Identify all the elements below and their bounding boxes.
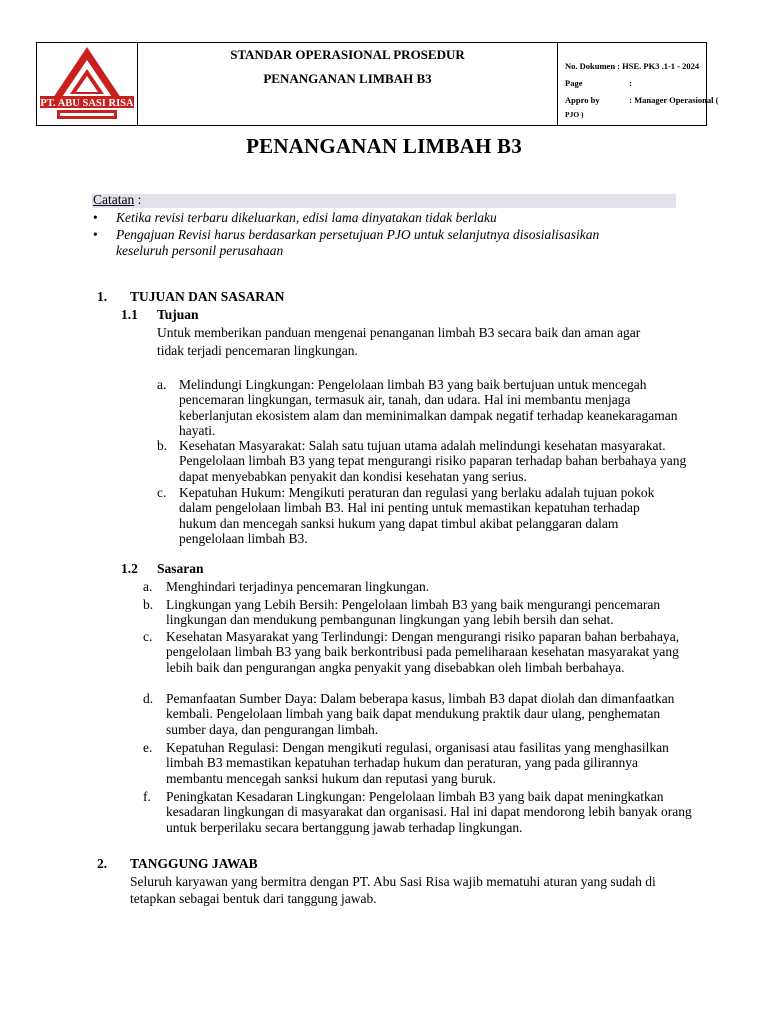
logo-text: PT. ABU SASI RISA <box>40 98 134 109</box>
sasaran-item-text: Pemanfaatan Sumber Daya: Dalam beberapa kasus, limbah B3 dapat diolah dan dimanfaatkan kembali. Pengelolaan limbah yang baik dapat mendukung praktik daur ulang, penghematan sumber daya, dan pengurangan limbah. <box>166 691 675 737</box>
note-bullet-text: Ketika revisi terbaru dikeluarkan, edisi lama dinyatakan tidak berlaku <box>116 210 497 225</box>
note-bullet-text: Pengajuan Revisi harus berdasarkan persetujuan PJO untuk selanjutnya disosialisasikan keseluruh personil perusahaan <box>116 227 600 258</box>
page-row <box>565 78 632 88</box>
doc-number-label: No. Dokumen : <box>565 61 621 71</box>
approved-by-value-2: PJO ) <box>565 110 584 119</box>
sop-title: STANDAR OPERASIONAL PROSEDUR <box>230 47 465 62</box>
sasaran-item-letter: d. <box>143 691 154 706</box>
tujuan-intro-line: tidak terjadi pencemaran lingkungan. <box>157 343 358 358</box>
tujuan-item-text: Melindungi Lingkungan: Pengelolaan limbah B3 yang baik bertujuan untuk mencegah pencemaran lingkungan, termasuk air, tanah, dan udara. Hal ini membantu menjaga keberlanjutan ekosistem alam dan meminimalkan dampak negatif terhadap keanekaragaman hayati. <box>179 377 678 439</box>
sasaran-item-letter: b. <box>143 597 154 612</box>
tujuan-item-text: Kesehatan Masyarakat: Salah satu tujuan utama adalah melindungi kesehatan masyarakat. Pengelolaan limbah B3 yang tepat mengurangi risiko paparan terhadap bahan berbahaya yang dapat menyebabkan penyakit dan kondisi kesehatan yang serius. <box>179 438 687 484</box>
tujuan-item-letter: a. <box>157 377 167 392</box>
sasaran-item-letter: a. <box>143 579 153 594</box>
header-title-cell <box>138 43 558 125</box>
sasaran-item-letter: c. <box>143 629 153 644</box>
doc-number-row <box>565 61 699 71</box>
tanggung-jawab-line: Seluruh karyawan yang bermitra dengan PT. Abu Sasi Risa wajib mematuhi aturan yang sudah di <box>130 874 656 889</box>
sasaran-item-text: Kesehatan Masyarakat yang Terlindungi: Dengan mengurangi risiko paparan bahan berbahaya, pengelolaan limbah B3 yang baik berkontribusi pada pemeliharaan kesehatan masyarakat yang lebih baik dan pengurangan angka penyakit yang disebabkan oleh limbah berbahaya. <box>166 629 680 675</box>
subsection-1-2-title: Sasaran <box>157 561 204 576</box>
note-label: Catatan <box>93 192 135 207</box>
sasaran-item-text: Lingkungan yang Lebih Bersih: Pengelolaan limbah B3 yang baik mengurangi pencemaran lingkungan dan mendukung pembangunan lingkungan yang lebih bersih dan sehat. <box>166 597 661 628</box>
bullet-icon: • <box>93 227 98 242</box>
sasaran-item-text: Menghindari terjadinya pencemaran lingkungan. <box>166 579 430 594</box>
tujuan-item-text: Kepatuhan Hukum: Mengikuti peraturan dan regulasi yang berlaku adalah tujuan pokok dalam pengelolaan limbah B3. Hal ini penting untuk memastikan kepatuhan terhadap hukum dan mencegah sanksi hukum yang dapat timbul akibat pelanggaran dalam pengelolaan limbah B3. <box>179 485 655 547</box>
subsection-1-1-number: 1.1 <box>121 307 138 322</box>
warning-triangle-icon <box>51 47 123 101</box>
tujuan-item-letter: b. <box>157 438 168 453</box>
approved-by-label: Appro by <box>565 95 600 105</box>
subsection-1-2-number: 1.2 <box>121 561 138 576</box>
section-1-title: TUJUAN DAN SASARAN <box>130 289 285 304</box>
sop-subtitle: PENANGANAN LIMBAH B3 <box>263 71 432 86</box>
page-label: Page <box>565 78 583 88</box>
section-2-number: 2. <box>97 856 108 871</box>
note-label-suffix: : <box>134 192 142 207</box>
logo-cell <box>37 43 138 125</box>
company-logo <box>37 43 137 125</box>
sasaran-item-letter: f. <box>143 789 151 804</box>
note-heading <box>93 192 141 208</box>
tujuan-intro-line: Untuk memberikan panduan mengenai penanganan limbah B3 secara baik dan aman agar <box>157 325 641 340</box>
tanggung-jawab-line: tetapkan sebagai bentuk dari tanggung jawab. <box>130 891 377 906</box>
sasaran-item-letter: e. <box>143 740 153 755</box>
tujuan-item-letter: c. <box>157 485 167 500</box>
sasaran-item-text: Kepatuhan Regulasi: Dengan mengikuti regulasi, organisasi atau fasilitas yang menghasilkan limbah B3 memastikan kepatuhan terhadap hukum dan peraturan, yang pada gilirannya membantu mencegah sanksi hukum dan reputasi yang buruk. <box>166 740 669 786</box>
sasaran-item-text: Peningkatan Kesadaran Lingkungan: Pengelolaan limbah B3 yang baik dapat meningkatkan kesadaran lingkungan di masyarakat dan organisasi. Hal ini dapat mendorong lebih banyak orang untuk berperilaku secara bertanggung jawab terhadap lingkungan. <box>166 789 692 835</box>
bullet-icon: • <box>93 210 98 225</box>
approved-by-value: : Manager Operasional ( <box>629 95 719 105</box>
page-value: : <box>629 78 632 88</box>
document-title: PENANGANAN LIMBAH B3 <box>246 134 522 158</box>
note-highlight <box>92 194 676 208</box>
doc-number-value: HSE. PK3 .1-1 - 2024 <box>622 61 700 71</box>
section-2-title: TANGGUNG JAWAB <box>130 856 258 871</box>
subsection-1-1-title: Tujuan <box>157 307 199 322</box>
header-meta-cell <box>558 43 719 125</box>
approved-by-row <box>565 95 718 105</box>
section-1-number: 1. <box>97 289 108 304</box>
document-header <box>36 42 719 126</box>
